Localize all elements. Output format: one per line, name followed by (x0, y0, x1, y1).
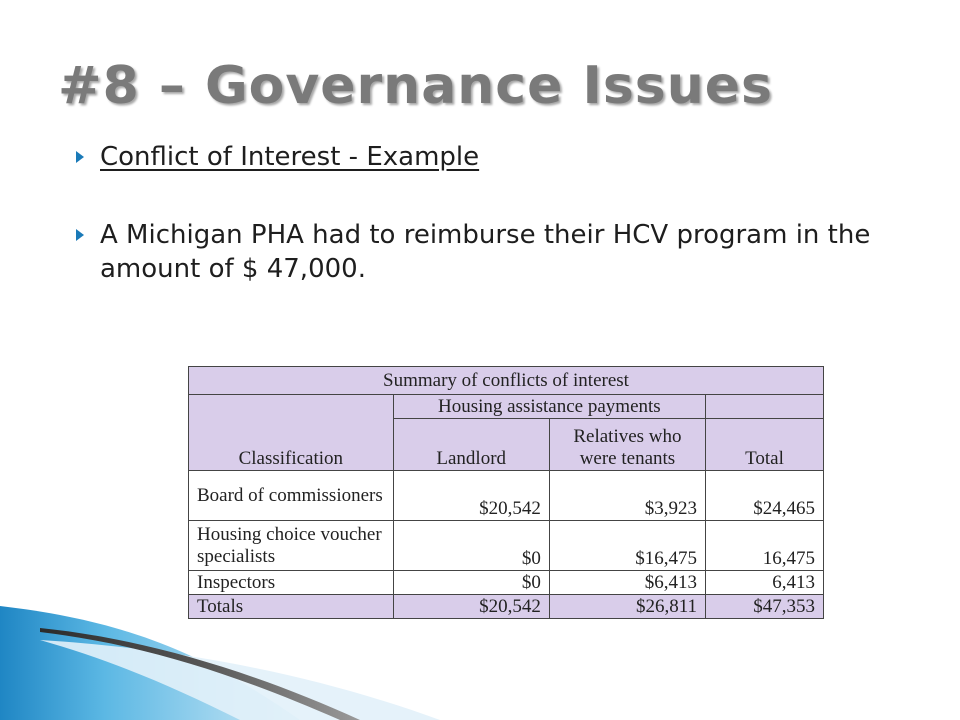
column-header-landlord: Landlord (393, 419, 549, 471)
cell-classification: Housing choice voucher specialists (189, 521, 394, 571)
column-header-relatives: Relatives who were tenants (549, 419, 705, 471)
cell-relatives: $26,811 (549, 595, 705, 619)
cell-total: 16,475 (706, 521, 824, 571)
decorative-swoosh (0, 560, 960, 720)
cell-landlord: $0 (393, 571, 549, 595)
table-caption: Summary of conflicts of interest (189, 367, 824, 395)
bullet-item (72, 218, 912, 286)
cell-classification: Board of commissioners (189, 471, 394, 521)
cell-landlord: $20,542 (393, 471, 549, 521)
cell-classification: Inspectors (189, 571, 394, 595)
column-header-classification: Classification (189, 395, 394, 471)
table-row (189, 471, 824, 521)
cell-relatives: $16,475 (549, 521, 705, 571)
cell-relatives: $3,923 (549, 471, 705, 521)
cell-total: $47,353 (706, 595, 824, 619)
arrow-bullet-icon (76, 229, 84, 241)
bullet-list (72, 140, 912, 286)
cell-landlord: $0 (393, 521, 549, 571)
bullet-item (72, 140, 912, 174)
bullet-text: Conflict of Interest - Example (100, 142, 480, 172)
column-header-total: Total (706, 419, 824, 471)
group-header-housing-payments: Housing assistance payments (393, 395, 705, 419)
bullet-text: A Michigan PHA had to reimburse their HCV program in the amount of $ 47,000. (100, 220, 871, 284)
group-header-empty (706, 395, 824, 419)
cell-total: 6,413 (706, 571, 824, 595)
cell-total: $24,465 (706, 471, 824, 521)
slide-title: #8 – Governance Issues (58, 56, 773, 116)
cell-landlord: $20,542 (393, 595, 549, 619)
cell-classification: Totals (189, 595, 394, 619)
arrow-bullet-icon (76, 151, 84, 163)
cell-relatives: $6,413 (549, 571, 705, 595)
